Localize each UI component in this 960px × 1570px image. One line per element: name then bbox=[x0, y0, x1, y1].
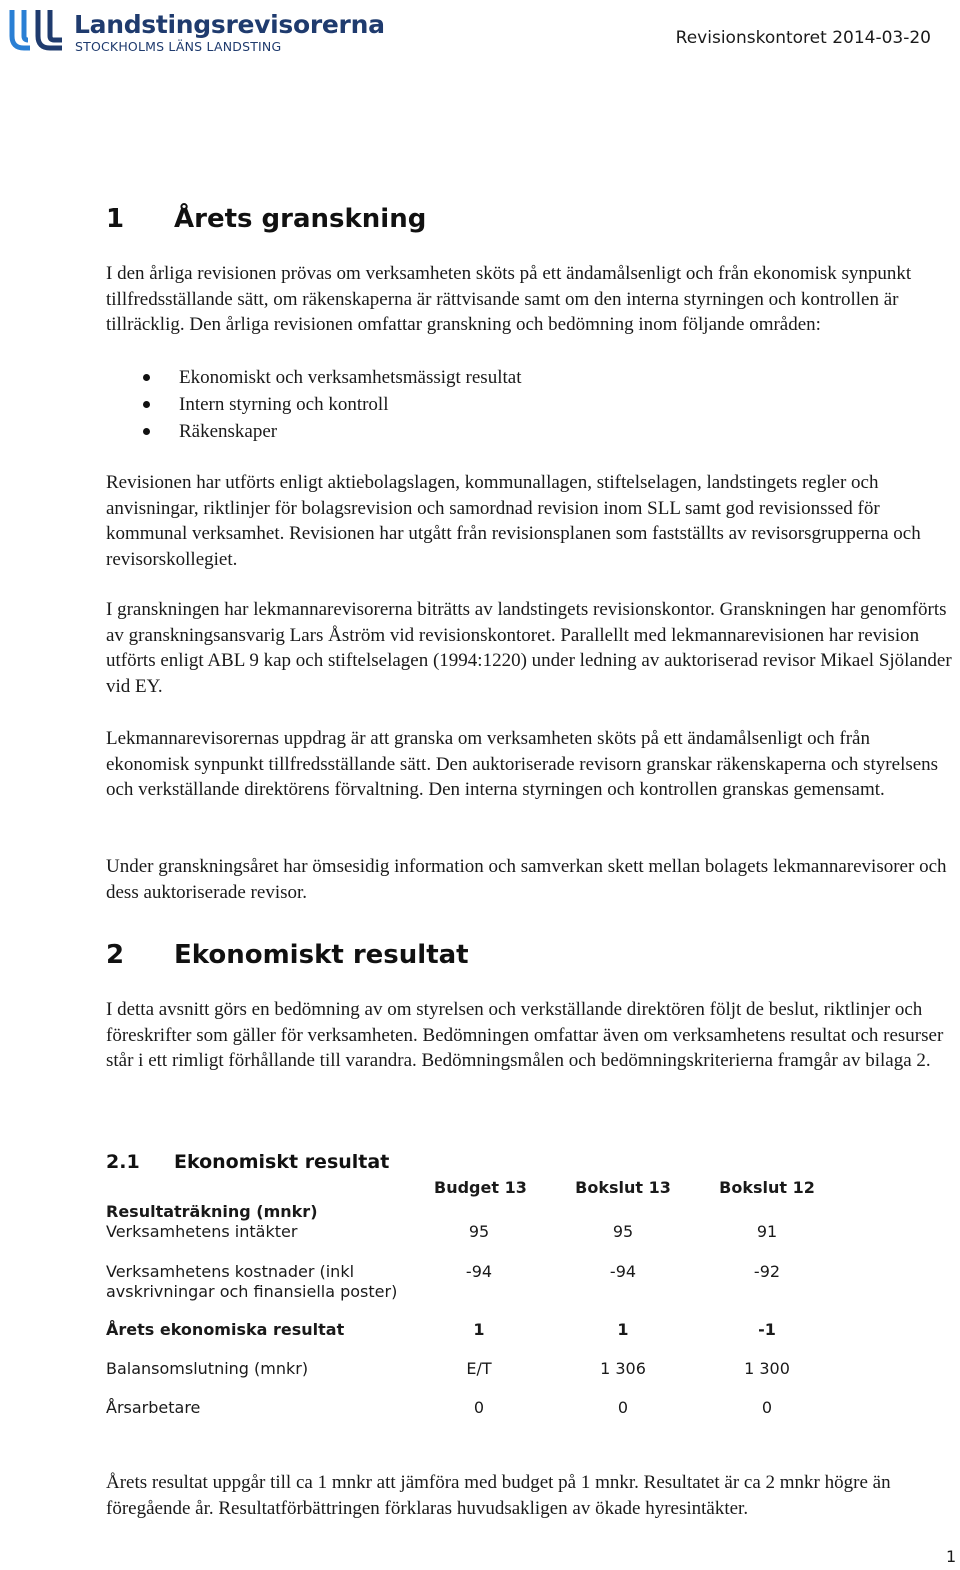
section-1-paragraph-2: Revisionen har utförts enligt aktiebolagslagen, kommunallagen, stiftelselagen, landstingets regler och anvisningar, riktlinjer för bolagsrevision och samordnad revision inom SLL samt god revisionssed för kommunal verksamhet. Revisionen har utgått från revisionsplanen som fastställts av revisorsgrupperna och revisorskollegiet. bbox=[106, 472, 921, 570]
table-cell: 0 bbox=[617, 1398, 629, 1417]
org-logo bbox=[8, 6, 385, 56]
header-office-date: Revisionskontoret 2014-03-20 bbox=[675, 28, 931, 48]
table-cell: 1 306 bbox=[600, 1359, 646, 1378]
table-cell: 1 300 bbox=[744, 1359, 790, 1378]
table-cell: 95 bbox=[612, 1222, 634, 1241]
section-1-number: 1 bbox=[106, 204, 125, 234]
table-section-label: Resultaträkning (mnkr) bbox=[106, 1202, 318, 1221]
section-1-paragraph-4: Lekmannarevisorernas uppdrag är att granska om verksamheten sköts på ett ändamålsenligt och från ekonomisk synpunkt tillfredsställande sätt. Den auktoriserade revisorn granskar räkenskaperna och styrelsens och verkställande direktörens förvaltning. Den interna styrningen och kontrollen granskas gemensamt. bbox=[106, 728, 939, 801]
section-1-paragraph-3: I granskningen har lekmannarevisorerna biträtts av landstingets revisionskontor. Granskningen har genomförts av granskningsansvarig Lars Åström vid revisionskontoret. Parallellt med lekmannarevisionen har revision utförts enligt ABL 9 kap och stiftelselagen (1994:1220) under ledning av auktoriserad revisor Mikael Sjölander vid EY. bbox=[106, 599, 952, 697]
table-cell: 91 bbox=[756, 1222, 778, 1241]
table-cell: 1 bbox=[617, 1320, 629, 1339]
list-item: Intern styrning och kontroll bbox=[106, 391, 521, 418]
section-1-title: Årets granskning bbox=[174, 204, 427, 234]
section-2-heading bbox=[106, 940, 469, 970]
logo-org-sub: STOCKHOLMS LÄNS LANDSTING bbox=[75, 39, 282, 54]
subsection-2-1-heading bbox=[106, 1151, 389, 1173]
table-row-label: Balansomslutning (mnkr) bbox=[106, 1359, 309, 1378]
column-header-bokslut-12: Bokslut 12 bbox=[719, 1178, 815, 1197]
subsection-2-1-conclusion: Årets resultat uppgår till ca 1 mnkr att jämföra med budget på 1 mnkr. Resultatet är ca 2 mnkr högre än föregående år. Resultatförbättringen förklaras huvudsakligen av ökade hyresintäkter. bbox=[106, 1472, 891, 1519]
table-row-label: Årsarbetare bbox=[106, 1398, 201, 1417]
table-cell: 0 bbox=[761, 1398, 773, 1417]
list-item: Räkenskaper bbox=[106, 418, 521, 445]
table-row-label: Verksamhetens kostnader (inkl avskrivningar och finansiella poster) bbox=[106, 1262, 398, 1301]
list-item: Ekonomiskt och verksamhetsmässigt resultat bbox=[106, 364, 521, 391]
column-header-bokslut-13: Bokslut 13 bbox=[575, 1178, 671, 1197]
page-number: 1 bbox=[946, 1547, 957, 1566]
table-cell: 0 bbox=[473, 1398, 485, 1417]
section-2-number: 2 bbox=[106, 940, 125, 970]
section-2-paragraph-1: I detta avsnitt görs en bedömning av om styrelsen och verkställande direktören följt de beslut, riktlinjer och föreskrifter som gäller för verksamheten. Bedömningen omfattar även om verksamhetens resultat och resurser står i ett rimligt förhållande till varandra. Bedömningsmålen och bedömningskriterierna framgår av bilaga 2. bbox=[106, 999, 944, 1072]
section-1-paragraph-5: Under granskningsåret har ömsesidig information och samverkan skett mellan bolagets lekmannarevisorer och dess auktoriserade revisor. bbox=[106, 856, 947, 903]
section-2-title: Ekonomiskt resultat bbox=[174, 940, 469, 970]
table-cell: -92 bbox=[753, 1262, 781, 1281]
subsection-2-1-title: Ekonomiskt resultat bbox=[174, 1151, 390, 1173]
assessment-areas-list bbox=[106, 364, 521, 445]
table-row-label: Verksamhetens intäkter bbox=[106, 1222, 298, 1241]
table-cell: -94 bbox=[465, 1262, 493, 1281]
table-cell: E/T bbox=[466, 1359, 492, 1378]
logo-mark-icon bbox=[8, 6, 68, 54]
table-cell: 95 bbox=[468, 1222, 490, 1241]
column-header-budget-13: Budget 13 bbox=[434, 1178, 527, 1197]
section-1-heading bbox=[106, 204, 426, 234]
table-row-label: Årets ekonomiska resultat bbox=[106, 1320, 345, 1339]
subsection-2-1-number: 2.1 bbox=[106, 1151, 140, 1173]
table-cell: -1 bbox=[758, 1320, 776, 1339]
table-cell: 1 bbox=[473, 1320, 485, 1339]
section-1-intro: I den årliga revisionen prövas om verksamheten sköts på ett ändamålsenligt och från ekonomisk synpunkt tillfredsställande sätt, om räkenskaperna är rättvisande samt om den interna styrningen och kontrollen är tillräcklig. Den årliga revisionen omfattar granskning och bedömning inom följande områden: bbox=[106, 263, 912, 336]
logo-org-name: Landstingsrevisorerna bbox=[74, 10, 385, 39]
table-cell: -94 bbox=[609, 1262, 637, 1281]
